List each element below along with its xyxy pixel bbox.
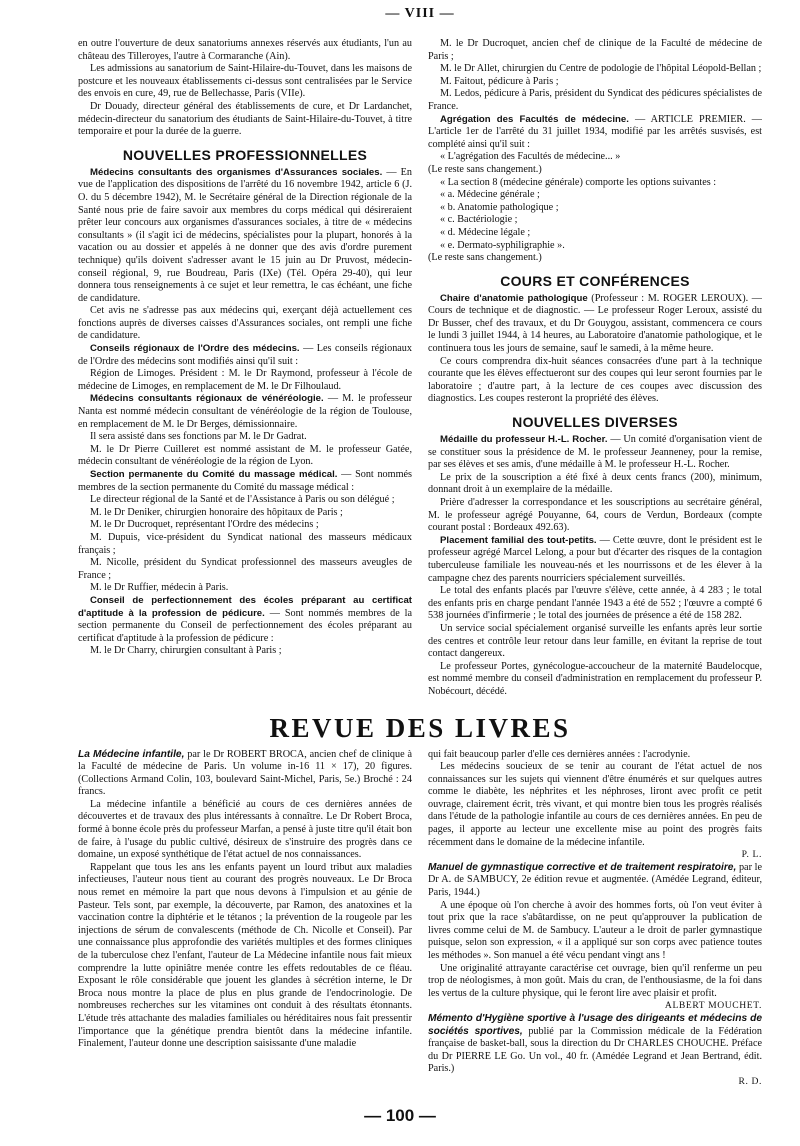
news-section xyxy=(78,38,762,699)
item-title: Section permanente du Comité du massage médical. xyxy=(90,469,338,480)
review-paragraph xyxy=(428,761,762,849)
item-title: Médaille du professeur H.-L. Rocher. xyxy=(440,434,608,446)
paragraph-text: M. le Dr Pierre Cuilleret est nommé assistant de M. le professeur Gatée, médecin consultant de vénéréologie de la région de Lyon. xyxy=(78,443,412,468)
paragraph-text: — En vue de l'application des dispositions de l'arrêté du 16 novembre 1942, article 6 (J. O. du 5 décembre 1942), M. le Secrétaire général de la Direction régionale de la Santé nous prie de faire savoir aux membres du corps médical qui désireraient prêter leur concours aux organismes d'assurances sociales, à titre de « médecins consultants » (il s'agit ici de médecins, spécialistes pour la plupart, honorés à la vacation ou au dossier et appelés à ne donner que des avis d'ordre purement technique) qu'ils doivent s'adresser avant le 15 juin au Dr Pruvost, médecin-conseil régional, 9, rue Boudreau, Paris (IXe) (Tél. Opéra 29-40), qui leur donnera tous renseignements à ce sujet et leur remettra, le cas échéant, une fiche de candidature. xyxy=(78,166,412,304)
news-paragraph xyxy=(428,202,762,215)
news-paragraph xyxy=(428,252,762,265)
review-paragraph xyxy=(428,862,762,900)
paragraph-text: Les médecins soucieux de se tenir au courant de l'état actuel de nos connaissances sur les sujets qui viennent d'être énumérés et sur quelques autres comme le diabète, les néphrites et les néphroses, liront avec profit ce petit ouvrage, clairement écrit, très vivant, et qui montre bien tous les progrès réalisés dans l'étude de la pathologie infantile au cours de ces dernières années. En peu de pages, il apporte au lecteur une excellente mise au point des progrès faits récemment dans le domaine de la médecine infantile. xyxy=(428,761,762,848)
paragraph-text: « a. Médecine générale ; xyxy=(440,189,540,201)
news-paragraph xyxy=(78,167,412,306)
paragraph-text: Région de Limoges. Président : M. le Dr Raymond, professeur à l'école de médecine de Limoges, en remplacement de M. le Dr Filhoulaud. xyxy=(78,368,412,392)
news-paragraph xyxy=(78,582,412,595)
paragraph-text: Les admissions au sanatorium de Saint-Hilaire-du-Touvet, dans les maisons de postcure et les nouveaux établissements ci-dessus sont centralisées par le Service des envois en cure, 49, rue de Bellechasse, Paris (VIIe). xyxy=(78,63,412,100)
paragraph-text: Le professeur Portes, gynécologue-accoucheur de la maternité Baudelocque, est nommé membre du conseil d'administration en remplacement du professeur P. Nobécourt, décédé. xyxy=(428,660,762,697)
review-paragraph xyxy=(428,900,762,963)
book-title: Mémento d'Hygiène sportive à l'usage des dirigeants et médecins de sociétés sportives, xyxy=(428,1012,762,1037)
reviewer-signature: P. L. xyxy=(741,849,762,861)
news-paragraph xyxy=(78,431,412,444)
news-paragraph xyxy=(428,661,762,699)
book-review-section xyxy=(78,749,762,1089)
news-paragraph xyxy=(78,557,412,582)
news-paragraph xyxy=(428,535,762,585)
paragraph-text: M. Ledos, pédicure à Paris, président du Syndicat des pédicures spécialistes de France. xyxy=(428,88,762,112)
paragraph-text: M. le Dr Ruffier, médecin à Paris. xyxy=(90,582,229,594)
paragraph-text: M. le Dr Ducroquet, ancien chef de clinique de la Faculté de médecine de Paris ; xyxy=(428,38,762,62)
paragraph-text: « b. Anatomie pathologique ; xyxy=(440,201,559,213)
page-number: — 100 — xyxy=(364,1106,436,1125)
paragraph-text: Le directeur régional de la Santé et de l'Assistance à Paris ou son délégué ; xyxy=(90,494,395,506)
paragraph-text: M. le Dr Charry, chirurgien consultant à Paris ; xyxy=(90,645,282,657)
news-paragraph xyxy=(428,472,762,497)
section-heading: NOUVELLES DIVERSES xyxy=(512,414,678,431)
paragraph-text: « c. Bactériologie ; xyxy=(440,214,518,226)
review-paragraph xyxy=(428,963,762,1001)
news-paragraph xyxy=(428,38,762,63)
news-paragraph xyxy=(78,63,412,101)
news-paragraph xyxy=(428,293,762,356)
news-paragraph xyxy=(428,356,762,406)
review-paragraph xyxy=(428,1013,762,1076)
paragraph-text: M. Dupuis, vice-président du Syndicat national des masseurs médicaux français ; xyxy=(78,531,412,556)
news-paragraph xyxy=(428,240,762,253)
paragraph-text: Cet avis ne s'adresse pas aux médecins qui, exerçant déjà actuellement ces fonctions auprès de diverses caisses d'Assurances sociales, ont rempli une fiche de candidature. xyxy=(78,305,412,342)
news-paragraph xyxy=(428,227,762,240)
paragraph-text: M. le Dr Ducroquet, représentant l'Ordre des médecins ; xyxy=(90,519,319,531)
news-paragraph xyxy=(428,164,762,177)
news-column-right xyxy=(428,38,762,699)
paragraph-text: publié par la Commission médicale de la Fédération française de basket-ball, sous la direction du Dr CHARLES CHOUCHE. Préface du Dr PIERRE LE Go. Un vol., 40 fr. (Amédée Legrand et Jean Bertrand, édit. Paris.) xyxy=(428,1025,762,1075)
paragraph-text: Une originalité attrayante caractérise cet ouvrage, bien qu'il renferme un peu trop de néologismes, à mon goût. Mais du cran, de l'enthousiasme, de la foi dans les vertus de la culture physique, qui le feront lire avec plaisir et profit. xyxy=(428,962,762,999)
paragraph-text: M. Faitout, pédicure à Paris ; xyxy=(440,75,559,87)
paragraph-text: Le prix de la souscription a été fixé à deux cents francs (200), minimum, donnant droit à un exemplaire de la médaille. xyxy=(428,471,762,496)
paragraph-text: Dr Douady, directeur général des établissements de cure, et Dr Lardanchet, médecin-directeur du sanatorium des étudiants de Saint-Hilaire-du-Touvet, à titre temporaire et pour la durée de la guerre. xyxy=(78,100,412,138)
news-paragraph xyxy=(78,444,412,469)
news-paragraph xyxy=(428,497,762,535)
news-paragraph xyxy=(78,469,412,494)
news-paragraph xyxy=(428,88,762,113)
paragraph-text: « e. Dermato-syphiligraphie ». xyxy=(440,239,565,251)
news-paragraph xyxy=(428,151,762,164)
paragraph-text: qui fait beaucoup parler d'elle ces dernières années : l'acrodynie. xyxy=(428,748,691,760)
item-title: Conseils régionaux de l'Ordre des médecins. xyxy=(90,343,300,355)
news-paragraph xyxy=(428,63,762,76)
review-column-right xyxy=(428,749,762,1089)
section-heading: NOUVELLES PROFESSIONNELLES xyxy=(122,146,368,163)
page-header: — VIII — xyxy=(385,6,455,21)
review-column-left xyxy=(78,749,412,1089)
paragraph-text: A une époque où l'on cherche à avoir des hommes forts, où l'on veut éviter à tout prix que la race s'abâtardisse, on ne peut qu'approuver la publication de livres comme celui de M. de Sambucy. L'auteur a le droit de parler gymnastique puisque, selon son expression, « il a appliqué sur son corps avec patience toutes les méthodes ». Son manuel a été vécu pendant vingt ans ! xyxy=(428,899,762,961)
paragraph-text: Un service social spécialement organisé surveille les enfants après leur sortie des centres et contrôle leur retour dans leur famille, en évitant la reprise de tout contact dangereux. xyxy=(428,622,762,660)
paragraph-text: en outre l'ouverture de deux sanatoriums annexes réservés aux étudiants, l'un au château des Tilleroyes, l'autre à Cormaranche (Ain). xyxy=(78,38,412,62)
news-paragraph xyxy=(78,494,412,507)
paragraph-text: « d. Médecine légale ; xyxy=(440,226,531,238)
paragraph-text: — M. le professeur Nanta est nommé médecin consultant de vénéréologie de la région de Toulouse, en remplacement de M. le Dr Berges, démissionnaire. xyxy=(78,393,412,430)
paragraph-text: — Cette œuvre, dont le président est le professeur agrégé Marcel Lelong, a pour but d'écarter des risques de la contagion tuberculeuse familiale les nouveau-nés et les nourrissons et de les élever à la campagne chez des parents nourriciers spécialement surveillés. xyxy=(428,534,762,584)
paragraph-text: — ARTICLE PREMIER. — L'article 1er de l'arrêté du 31 juillet 1934, modifié par les arrêtés susvisés, est complété ainsi qu'il suit : xyxy=(428,113,762,150)
paragraph-text: « L'agrégation des Facultés de médecine... » xyxy=(440,151,621,163)
paragraph-text: « La section 8 (médecine générale) comporte les options suivantes : xyxy=(440,176,717,188)
news-paragraph xyxy=(428,177,762,190)
item-title: Agrégation des Facultés de médecine. xyxy=(440,113,629,125)
paragraph-text: M. Nicolle, président du Syndicat professionnel des masseurs aveugles de France ; xyxy=(78,557,412,581)
paragraph-text: — Sont nommés membres de la section permanente du Conseil de perfectionnement des écoles préparant au certificat d'aptitude à la profession de pédicure : xyxy=(78,607,412,644)
paragraph-text: par le Dr A. de SAMBUCY, 2e édition revue et augmentée. (Amédée Legrand, éditeur, Paris, 1944.) xyxy=(428,861,762,899)
paragraph-text: Il sera assisté dans ses fonctions par M. le Dr Gadrat. xyxy=(90,431,307,443)
item-title: Conseil de perfectionnement des écoles préparant au certificat d'aptitude à la profession de pédicure. xyxy=(78,594,412,619)
paragraph-text: Le total des enfants placés par l'œuvre s'élève, cette année, à 4 283 ; le total des enfants pris en charge pendant l'année 1943 a été de 552 ; l'œuvre a compté 6 538 journées d'infirmerie ; le total des journées de présence a été de 158 282. xyxy=(428,585,762,622)
section-heading: COURS ET CONFÉRENCES xyxy=(500,272,690,289)
news-paragraph xyxy=(78,393,412,431)
news-paragraph xyxy=(428,76,762,89)
news-paragraph xyxy=(78,519,412,532)
news-paragraph xyxy=(78,343,412,368)
news-paragraph xyxy=(428,585,762,623)
reviewer-signature: ALBERT MOUCHET. xyxy=(664,1000,762,1012)
reviewer-signature: R. D. xyxy=(738,1075,762,1087)
news-column-left xyxy=(78,38,412,699)
paragraph-text: par le Dr ROBERT BROCA, ancien chef de clinique à la Faculté de médecine de Paris. Un volume in-16 11 × 17), 20 figures. (Collections Armand Colin, 103, boulevard Saint-Michel, Paris, 5e.) Broché : 24 francs. xyxy=(78,748,412,798)
news-paragraph xyxy=(428,214,762,227)
news-paragraph xyxy=(78,532,412,557)
paragraph-text: La médecine infantile a bénéficié au cours de ces dernières années de découvertes et de travaux des plus intéressants à connaître. Le Dr Robert Broca, formé à bonne école près du professeur Marfan, a pensé à juste titre qu'il était bon de faire, à l'usage du public cultivé, désireux de s'instruire des progrès dans ce domaine, un exposé synthétique de l'état actuel de nos connaissances. xyxy=(78,798,412,861)
paragraph-text: — Les conseils régionaux de l'Ordre des médecins sont modifiés ainsi qu'il suit : xyxy=(78,343,412,367)
news-paragraph xyxy=(78,305,412,343)
paragraph-text: (Professeur : M. ROGER LEROUX). — Cours de technique et de diagnostic. — Le professeur Roger Leroux, assisté du Dr Busser, chef des travaux, et du Dr Gouygou, assistant, commencera ce cours le lundi 3 juillet 1944, à 14 heures, au Laboratoire d'anatomie pathologique, et le continuera tous les jours de semaine, sauf le samedi, à la même heure. xyxy=(428,292,762,355)
news-paragraph xyxy=(78,368,412,393)
news-paragraph xyxy=(428,114,762,152)
paragraph-text: (Le reste sans changement.) xyxy=(428,163,542,175)
paragraph-text: — Sont nommés membres de la section permanente du Comité du massage médical : xyxy=(78,469,412,493)
news-paragraph xyxy=(78,101,412,139)
paragraph-text: — Un comité d'organisation vient de se constituer sous la présidence de M. le professeur Jeanneney, pour la remise, par ses élèves et ses amis, d'une médaille à M. le professeur H.-L. Rocher. xyxy=(428,434,763,471)
review-paragraph xyxy=(78,862,412,1051)
item-title: Placement familial des tout-petits. xyxy=(440,534,597,546)
book-review-heading: REVUE DES LIVRES xyxy=(269,712,571,743)
book-title: La Médecine infantile, xyxy=(78,748,185,760)
review-paragraph xyxy=(78,749,412,799)
item-title: Chaire d'anatomie pathologique xyxy=(440,292,588,304)
news-paragraph xyxy=(78,38,412,63)
review-paragraph xyxy=(78,799,412,862)
paragraph-text: (Le reste sans changement.) xyxy=(428,252,542,264)
paragraph-text: M. le Dr Deniker, chirurgien honoraire des hôpitaux de Paris ; xyxy=(90,506,343,518)
item-title: Médecins consultants régionaux de vénéréologie. xyxy=(90,393,324,405)
paragraph-text: Ce cours comprendra dix-huit séances consacrées d'une part à la technique courante que les élèves effectueront sur des coupes qui leur seront fournies par le laboratoire ; d'autre part, à la lecture de ces coupes avec discussion des diagnostics. Les coupes resteront la propriété des élèves. xyxy=(428,355,762,405)
paragraph-text: Rappelant que tous les ans les enfants payent un lourd tribut aux maladies infectieuses, l'auteur nous tient au courant des progrès nouveaux. Le Dr Broca nous remet en mémoire la part que nous devons à l'impulsion et au génie de Pasteur. Tels sont, par exemple, la découverte, par Ramon, des anatoxines et la vaccination contre la diphtérie et le tétanos ; la prévention de la rougeole par les injections de sérum de convalescents (méthode de Ch. Nicolle et Conseil). Par une connaissance plus approfondie des variétés multiples et des formes cliniques de la tuberculose chez l'enfant, l'auteur de La Médecine infantile nous fait mieux comprendre la lutte opiniâtre menée contre les effets redoutables de ce fléau. Exposant le rôle considérable que jouent les glandes à sécrétion interne, le Dr Broca nous montre la place de plus en plus grande de l'endocrinologie. De nombreuses recherches sur les vitamines ont conduit à des résultats étonnants. L'étude très attachante des maladies familiales ou héréditaires nous fait pressentir l'importance que la génétique prendra bientôt dans la médecine infantile. Finalement, l'auteur donne une description saisissante d'une maladie xyxy=(78,861,412,1050)
news-paragraph xyxy=(428,434,762,472)
review-paragraph xyxy=(428,749,762,762)
news-paragraph xyxy=(78,645,412,658)
item-title: Médecins consultants des organismes d'Assurances sociales. xyxy=(90,166,383,178)
news-paragraph xyxy=(428,189,762,202)
book-title: Manuel de gymnastique corrective et de traitement respiratoire, xyxy=(428,861,737,873)
news-paragraph xyxy=(78,507,412,520)
news-paragraph xyxy=(428,623,762,661)
paragraph-text: Prière d'adresser la correspondance et les souscriptions au secrétaire général, M. le professeur agrégé Pouyanne, 64, cours de Verdun, Bordeaux (compte courant postal : Bordeaux 492.63). xyxy=(428,497,762,534)
paragraph-text: M. le Dr Allet, chirurgien du Centre de podologie de l'hôpital Léopold-Bellan ; xyxy=(440,63,762,75)
news-paragraph xyxy=(78,595,412,645)
